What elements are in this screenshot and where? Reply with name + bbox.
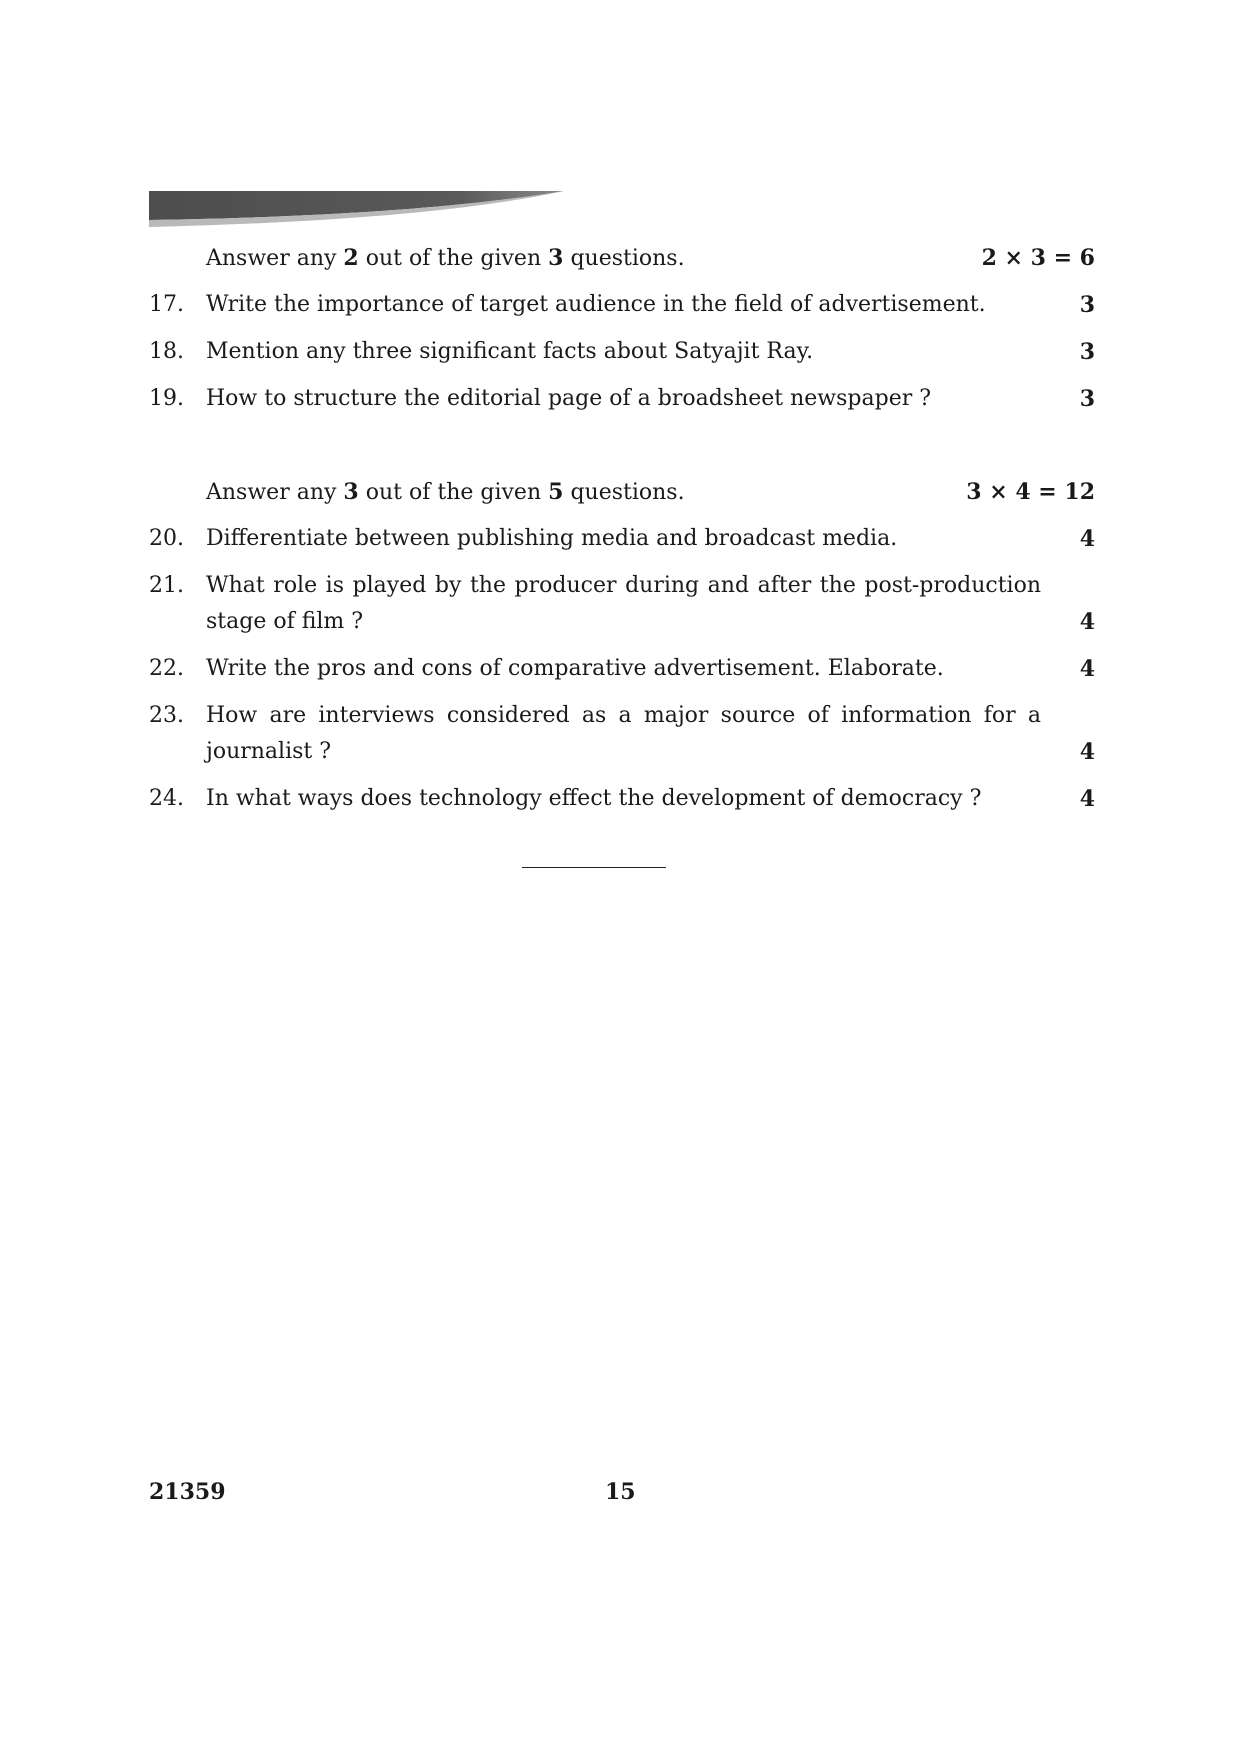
question-marks: 4 — [1079, 526, 1095, 552]
question-text-line-1: What role is played by the producer during and after the post-production — [206, 573, 1041, 598]
question-19 — [149, 381, 1095, 417]
question-marks: 3 — [1079, 292, 1095, 318]
question-number: 19. — [149, 386, 184, 411]
question-number: 21. — [149, 573, 184, 598]
question-number: 20. — [149, 526, 184, 551]
section-header-bar — [149, 191, 564, 227]
section-b-marks-formula: 3 × 4 = 12 — [966, 479, 1095, 505]
question-21 — [149, 568, 1095, 640]
question-marks: 4 — [1079, 786, 1095, 812]
question-text-line-2: stage of film ? — [206, 609, 364, 634]
question-18 — [149, 334, 1095, 370]
question-text-line-2: journalist ? — [206, 739, 332, 764]
question-text: In what ways does technology effect the development of democracy ? — [206, 786, 982, 811]
paper-code: 21359 — [149, 1479, 226, 1505]
question-text: Write the pros and cons of comparative advertisement. Elaborate. — [206, 656, 944, 681]
question-number: 24. — [149, 786, 184, 811]
question-text: Mention any three significant facts about Satyajit Ray. — [206, 339, 814, 364]
question-text: Write the importance of target audience in the field of advertisement. — [206, 292, 986, 317]
question-22 — [149, 651, 1095, 687]
question-20 — [149, 521, 1095, 557]
section-a-marks-formula: 2 × 3 = 6 — [981, 245, 1095, 271]
question-number: 18. — [149, 339, 184, 364]
section-b — [149, 474, 1095, 828]
end-of-paper-rule — [522, 867, 666, 868]
question-23 — [149, 698, 1095, 770]
section-a — [149, 240, 1095, 428]
question-marks: 4 — [1079, 739, 1095, 765]
question-text-line-1: How are interviews considered as a major source of information for a — [206, 703, 1041, 728]
page-number: 15 — [605, 1479, 636, 1505]
question-marks: 4 — [1079, 656, 1095, 682]
question-17 — [149, 287, 1095, 323]
question-number: 23. — [149, 703, 184, 728]
question-marks: 3 — [1079, 339, 1095, 365]
question-24 — [149, 781, 1095, 817]
section-b-instruction: Answer any 3 out of the given 5 questions. 3 × 4 = 12 — [149, 474, 1095, 521]
section-a-instruction: Answer any 2 out of the given 3 questions. 2 × 3 = 6 — [149, 240, 1095, 287]
question-marks: 4 — [1079, 609, 1095, 635]
question-marks: 3 — [1079, 386, 1095, 412]
question-text: How to structure the editorial page of a broadsheet newspaper ? — [206, 386, 932, 411]
question-number: 17. — [149, 292, 184, 317]
question-number: 22. — [149, 656, 184, 681]
question-text: Differentiate between publishing media and broadcast media. — [206, 526, 898, 551]
